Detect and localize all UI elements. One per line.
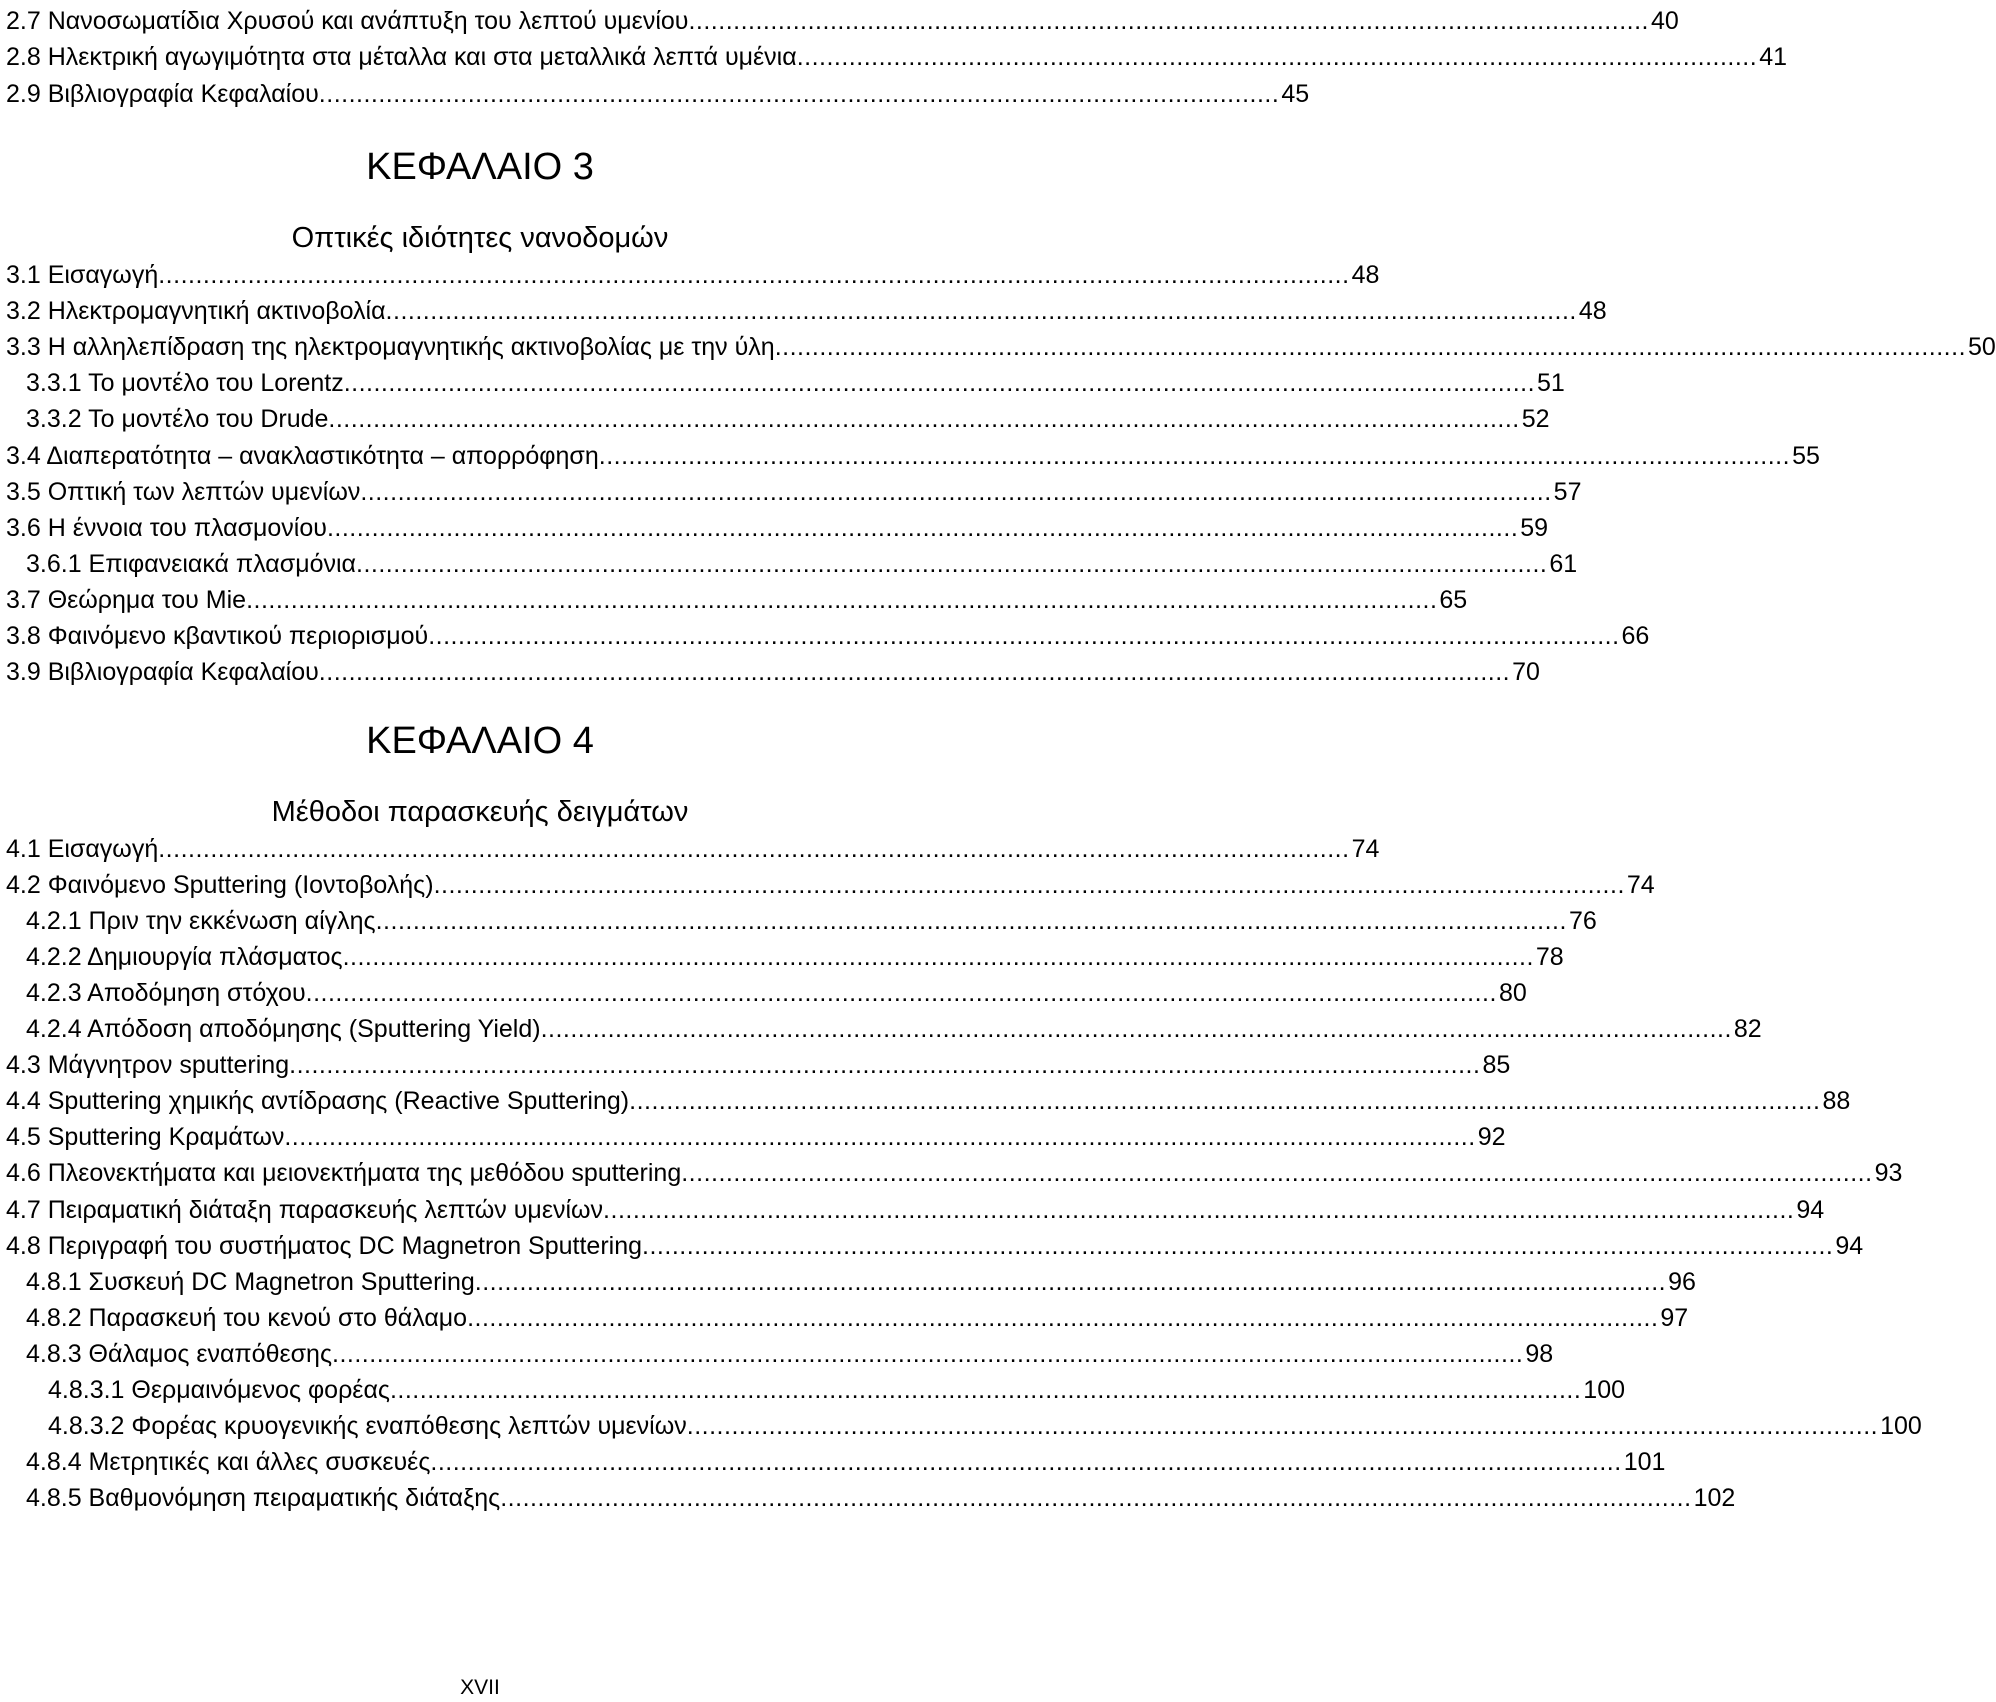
leader-dots: ................................................................................................................................................................ — [774, 333, 1967, 362]
toc-entry-label: 3.4 Διαπερατότητα – ανακλαστικότητα – απορρόφηση — [6, 441, 599, 470]
toc-entry[interactable] — [0, 38, 1788, 74]
toc-entry-page: 55 — [1792, 441, 1820, 470]
toc-entry-page: 85 — [1482, 1051, 1511, 1080]
toc-entry-label: 2.9 Βιβλιογραφία Κεφαλαίου — [6, 80, 319, 108]
toc-entry-label: 3.3 Η αλληλεπίδραση της ηλεκτρομαγνητικής ακτινοβολίας με την ύλη — [6, 333, 775, 362]
chapter-heading: ΚΕΦΑΛΑΙΟ 4 — [366, 720, 594, 762]
toc-entry[interactable] — [0, 545, 1578, 581]
toc-entry-page: 74 — [1351, 835, 1380, 863]
toc-entry[interactable] — [0, 653, 1540, 689]
leader-dots: ................................................................................................................................................................ — [603, 1195, 1795, 1224]
toc-entry[interactable] — [0, 400, 1550, 436]
toc-entry[interactable] — [0, 256, 1380, 292]
leader-dots: ................................................................................................................................................................ — [305, 979, 1497, 1008]
leader-dots: ................................................................................................................................. — [318, 80, 1280, 108]
chapter-heading: ΚΕΦΑΛΑΙΟ 3 — [366, 146, 594, 188]
toc-entry-page: 82 — [1733, 1015, 1762, 1044]
toc-entry-page: 40 — [1650, 7, 1679, 35]
leader-dots: ................................................................................................................................................................ — [375, 907, 1567, 936]
leader-dots: ................................................................................................................................................................ — [629, 1087, 1821, 1116]
toc-entry[interactable] — [0, 328, 1996, 364]
toc-entry-page: 88 — [1822, 1087, 1851, 1116]
toc-entry-label: 3.8 Φαινόμενο κβαντικού περιορισμού — [6, 622, 429, 650]
leader-dots: ................................................................................................................................................................ — [326, 513, 1519, 542]
toc-entry-page: 50 — [1968, 333, 1996, 362]
toc-entry-page: 59 — [1520, 513, 1549, 542]
toc-entry-label: 3.2 Ηλεκτρομαγνητική ακτινοβολία — [6, 297, 386, 326]
toc-entry[interactable] — [0, 1154, 1903, 1190]
leader-dots: ................................................................................................................................................................ — [500, 1483, 1692, 1512]
toc-entry-label: 3.7 Θεώρημα του Mie — [6, 585, 247, 614]
toc-entry-label: 4.8.5 Βαθμονόμηση πειραματικής διάταξης — [26, 1483, 501, 1512]
leader-dots: ................................................................................................................................................................ — [540, 1015, 1732, 1044]
toc-entry-page: 92 — [1477, 1123, 1506, 1152]
leader-dots: ................................................................................................................................................................ — [642, 1231, 1834, 1260]
leader-dots: ................................................................................................................................................................ — [332, 1339, 1524, 1368]
toc-entry-label: 3.5 Οπτική των λεπτών υμενίων — [6, 477, 361, 506]
chapter-title: Μέθοδοι παρασκευής δειγμάτων — [271, 796, 689, 828]
toc-entry-page: 94 — [1835, 1231, 1864, 1260]
toc-entry[interactable] — [0, 1010, 1762, 1046]
toc-entry-label: 4.8 Περιγραφή του συστήματος DC Magnetron Sputtering — [6, 1231, 643, 1260]
leader-dots: ................................................................................................................................................................ — [686, 1411, 1879, 1440]
toc-entry-page: 41 — [1759, 43, 1788, 71]
toc-entry-page: 101 — [1623, 1447, 1666, 1476]
toc-entry-page: 94 — [1796, 1195, 1825, 1224]
toc-entry[interactable] — [0, 974, 1527, 1010]
toc-entry[interactable] — [0, 437, 1820, 473]
toc-entry[interactable] — [0, 1227, 1864, 1263]
toc-entry[interactable] — [0, 1407, 1922, 1443]
toc-entry[interactable] — [0, 509, 1549, 545]
toc-entry-label: 3.9 Βιβλιογραφία Κεφαλαίου — [6, 658, 319, 687]
toc-entry-label: 4.2.4 Απόδοση αποδόμησης (Sputtering Yield) — [26, 1015, 541, 1044]
toc-entry[interactable] — [0, 75, 1310, 111]
toc-entry-page: 100 — [1880, 1411, 1922, 1440]
toc-entry[interactable] — [0, 830, 1380, 866]
leader-dots: ................................................................................................................................. — [688, 7, 1649, 35]
toc-entry-label: 3.3.2 Το μοντέλο του Drude — [26, 405, 329, 434]
toc-entry-label: 4.8.3.2 Φορέας κρυογενικής εναπόθεσης λεπτών υμενίων — [48, 1411, 687, 1440]
toc-entry-label: 4.3 Μάγνητρον sputtering — [6, 1051, 290, 1080]
toc-entry-page: 93 — [1874, 1159, 1903, 1188]
toc-entry-label: 3.3.1 Το μοντέλο του Lorentz — [26, 369, 344, 398]
toc-entry[interactable] — [0, 617, 1650, 653]
toc-entry-label: 4.2.2 Δημιουργία πλάσματος — [26, 943, 343, 972]
toc-entry[interactable] — [0, 581, 1468, 617]
toc-entry-label: 4.7 Πειραματική διάταξη παρασκευής λεπτών υμενίων — [6, 1195, 604, 1224]
leader-dots: ................................................................................................................................................................ — [467, 1303, 1659, 1332]
toc-entry[interactable] — [0, 2, 1679, 38]
toc-entry[interactable] — [0, 1479, 1736, 1515]
leader-dots: ................................................................................................................................. — [796, 43, 1758, 71]
toc-entry-label: 4.2 Φαινόμενο Sputtering (Ιοντοβολής) — [6, 871, 434, 900]
leader-dots: ................................................................................................................................................................ — [342, 943, 1534, 972]
leader-dots: ................................................................................................................................................................ — [433, 871, 1625, 900]
toc-entry-page: 96 — [1668, 1267, 1696, 1296]
toc-entry-page: 76 — [1568, 907, 1597, 936]
toc-entry-page: 57 — [1553, 477, 1582, 506]
toc-entry[interactable] — [0, 938, 1564, 974]
toc-entry[interactable] — [0, 902, 1597, 938]
toc-entry[interactable] — [0, 1118, 1506, 1154]
leader-dots: ................................................................................................................................................................ — [360, 477, 1552, 506]
toc-entry-page: 65 — [1439, 585, 1468, 614]
toc-entry[interactable] — [0, 1335, 1554, 1371]
toc-entry-label: 4.8.4 Μετρητικές και άλλες συσκευές — [26, 1447, 431, 1476]
toc-entry[interactable] — [0, 866, 1655, 902]
toc-entry-page: 78 — [1535, 943, 1564, 972]
toc-entry[interactable] — [0, 1191, 1825, 1227]
leader-dots: ................................................................................................................................................................ — [284, 1123, 1476, 1152]
toc-entry[interactable] — [0, 364, 1565, 400]
leader-dots: ................................................................................................................................................................ — [474, 1267, 1667, 1296]
toc-entry-page: 52 — [1521, 405, 1550, 434]
leader-dots: ................................................................................................................................................................ — [158, 835, 1350, 863]
leader-dots: ................................................................................................................................................................ — [681, 1159, 1873, 1188]
leader-dots: ................................................................................................................................................................ — [389, 1375, 1582, 1404]
leader-dots: ................................................................................................................................................................ — [428, 622, 1620, 650]
toc-entry-page: 48 — [1578, 297, 1607, 326]
toc-entry[interactable] — [0, 292, 1607, 328]
toc-entry[interactable] — [0, 1082, 1851, 1118]
toc-entry-page: 98 — [1525, 1339, 1554, 1368]
leader-dots: ................................................................................................................................................................ — [158, 261, 1350, 289]
toc-entry-label: 4.6 Πλεονεκτήματα και μειονεκτήματα της μεθόδου sputtering — [6, 1159, 682, 1188]
toc-entry-label: 2.8 Ηλεκτρική αγωγιμότητα στα μέταλλα και στα μεταλλικά λεπτά υμένια — [6, 43, 797, 71]
toc-entry-label: 3.6 Η έννοια του πλασμονίου — [6, 513, 327, 542]
leader-dots: ................................................................................................................................................................ — [430, 1447, 1622, 1476]
leader-dots: ................................................................................................................................................................ — [356, 549, 1548, 578]
toc-entry-page: 66 — [1621, 622, 1650, 650]
leader-dots: ................................................................................................................................................................ — [289, 1051, 1481, 1080]
toc-entry-page: 45 — [1281, 80, 1310, 108]
toc-entry-page: 80 — [1498, 979, 1527, 1008]
toc-entry[interactable] — [0, 1046, 1511, 1082]
leader-dots: ................................................................................................................................................................ — [318, 658, 1511, 687]
leader-dots: ................................................................................................................................................................ — [343, 369, 1536, 398]
toc-entry-page: 100 — [1583, 1375, 1626, 1404]
toc-entry-label: 4.1 Εισαγωγή — [6, 835, 159, 863]
toc-entry-label: 3.1 Εισαγωγή — [6, 261, 159, 289]
leader-dots: ................................................................................................................................................................ — [328, 405, 1520, 434]
toc-entry[interactable] — [0, 473, 1582, 509]
leader-dots: ................................................................................................................................................................ — [246, 585, 1438, 614]
toc-entry[interactable] — [0, 1443, 1666, 1479]
toc-entry-page: 61 — [1549, 549, 1578, 578]
toc-entry-label: 4.2.1 Πριν την εκκένωση αίγλης — [26, 907, 376, 936]
toc-entry-page: 97 — [1660, 1303, 1689, 1332]
page-number: XVII — [460, 1676, 500, 1699]
toc-entry-label: 4.8.2 Παρασκευή του κενού στο θάλαμο — [26, 1303, 468, 1332]
toc-entry-label: 4.5 Sputtering Κραμάτων — [6, 1123, 285, 1152]
leader-dots: ................................................................................................................................................................ — [598, 441, 1791, 470]
toc-entry-label: 4.4 Sputtering χημικής αντίδρασης (Reactive Sputtering) — [6, 1087, 630, 1116]
toc-entry-page: 74 — [1626, 871, 1655, 900]
toc-entry-page: 102 — [1693, 1483, 1736, 1512]
toc-entry-label: 3.6.1 Επιφανειακά πλασμόνια — [26, 549, 357, 578]
toc-entry[interactable] — [0, 1299, 1689, 1335]
toc-entry-label: 4.8.3.1 Θερμαινόμενος φορέας — [48, 1375, 390, 1404]
leader-dots: ................................................................................................................................................................ — [385, 297, 1577, 326]
toc-entry-page: 70 — [1512, 658, 1540, 687]
toc-entry[interactable] — [0, 1371, 1626, 1407]
toc-entry[interactable] — [0, 1263, 1696, 1299]
toc-entry-page: 48 — [1351, 261, 1380, 289]
toc-entry-label: 2.7 Νανοσωματίδια Χρυσού και ανάπτυξη του λεπτού υμενίου — [6, 7, 689, 35]
toc-entry-label: 4.2.3 Αποδόμηση στόχου — [26, 979, 306, 1008]
toc-entry-label: 4.8.1 Συσκευή DC Magnetron Sputtering — [26, 1267, 475, 1296]
toc-entry-label: 4.8.3 Θάλαμος εναπόθεσης — [26, 1339, 333, 1368]
toc-entry-page: 51 — [1537, 369, 1565, 398]
chapter-title: Οπτικές ιδιότητες νανοδομών — [291, 222, 669, 254]
